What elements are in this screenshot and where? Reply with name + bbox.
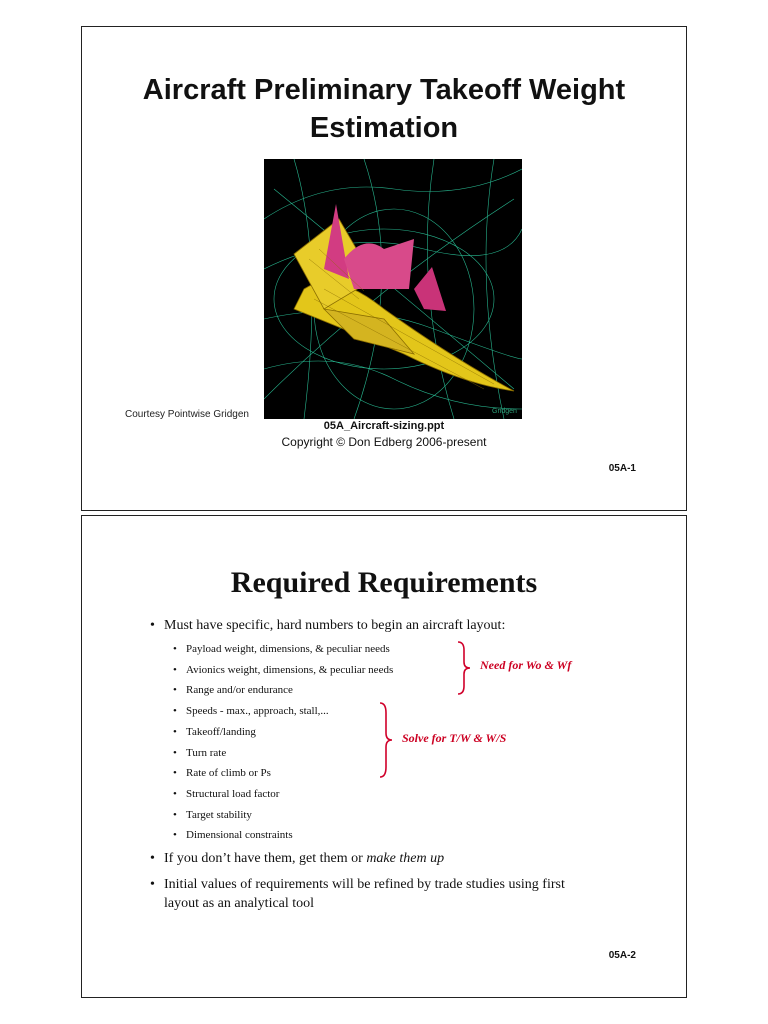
page-number: 05A-1 [608,463,636,474]
figure-caption: Gridgen [492,408,517,415]
bullet-intro: • Must have specific, hard numbers to begin an aircraft layout: [150,616,650,635]
bullet-get-them [150,849,650,868]
brace-icon [456,640,472,696]
sub-bullet-constraints: • Dimensional constraints [150,825,650,846]
sub-bullet-turn-rate: • Turn rate [150,743,650,764]
sub-bullet-stability: • Target stability [150,805,650,826]
slide-1 [81,26,687,511]
sub-bullet-avionics: • Avionics weight, dimensions, & peculiar needs [150,660,650,681]
bullet-initial-values [150,875,650,913]
title-line-1: Aircraft Preliminary Takeoff Weight [142,74,626,106]
bullet-2-italic: make them up [366,851,445,867]
bullet-2-text: If you don’t have them, get them or [164,851,367,867]
courtesy-note: Courtesy Pointwise Gridgen [125,409,249,420]
slide-2 [81,515,687,998]
bullet-3-line-2: layout as an analytical tool [164,896,315,912]
file-name: 05A_Aircraft-sizing.ppt [323,420,445,432]
bullet-3-line-1: • Initial values of requirements will be refined by trade studies using first [164,877,565,893]
sub-bullet-load-factor: • Structural load factor [150,784,650,805]
slide-2-title: Required Requirements [230,566,538,599]
brace-label-performance: Solve for T/W & W/S [402,731,507,745]
brace-label-weights: Need for Wo & Wf [480,658,572,672]
copyright-line: Copyright © Don Edberg 2006-present [281,435,487,449]
page-number: 05A-2 [608,950,636,961]
brace-icon [378,701,394,779]
sub-bullet-takeoff: • Takeoff/landing [150,722,650,743]
title-line-2: Estimation [309,112,459,144]
aircraft-grid-image [264,159,522,419]
sub-bullet-climb: • Rate of climb or Ps [150,763,650,784]
sub-bullet-range: • Range and/or endurance [150,680,650,701]
slide-1-title [82,71,686,147]
sub-bullet-payload: • Payload weight, dimensions, & peculiar needs [150,639,650,660]
requirements-list [150,616,650,913]
sub-bullet-speeds: • Speeds - max., approach, stall,... [150,701,650,722]
